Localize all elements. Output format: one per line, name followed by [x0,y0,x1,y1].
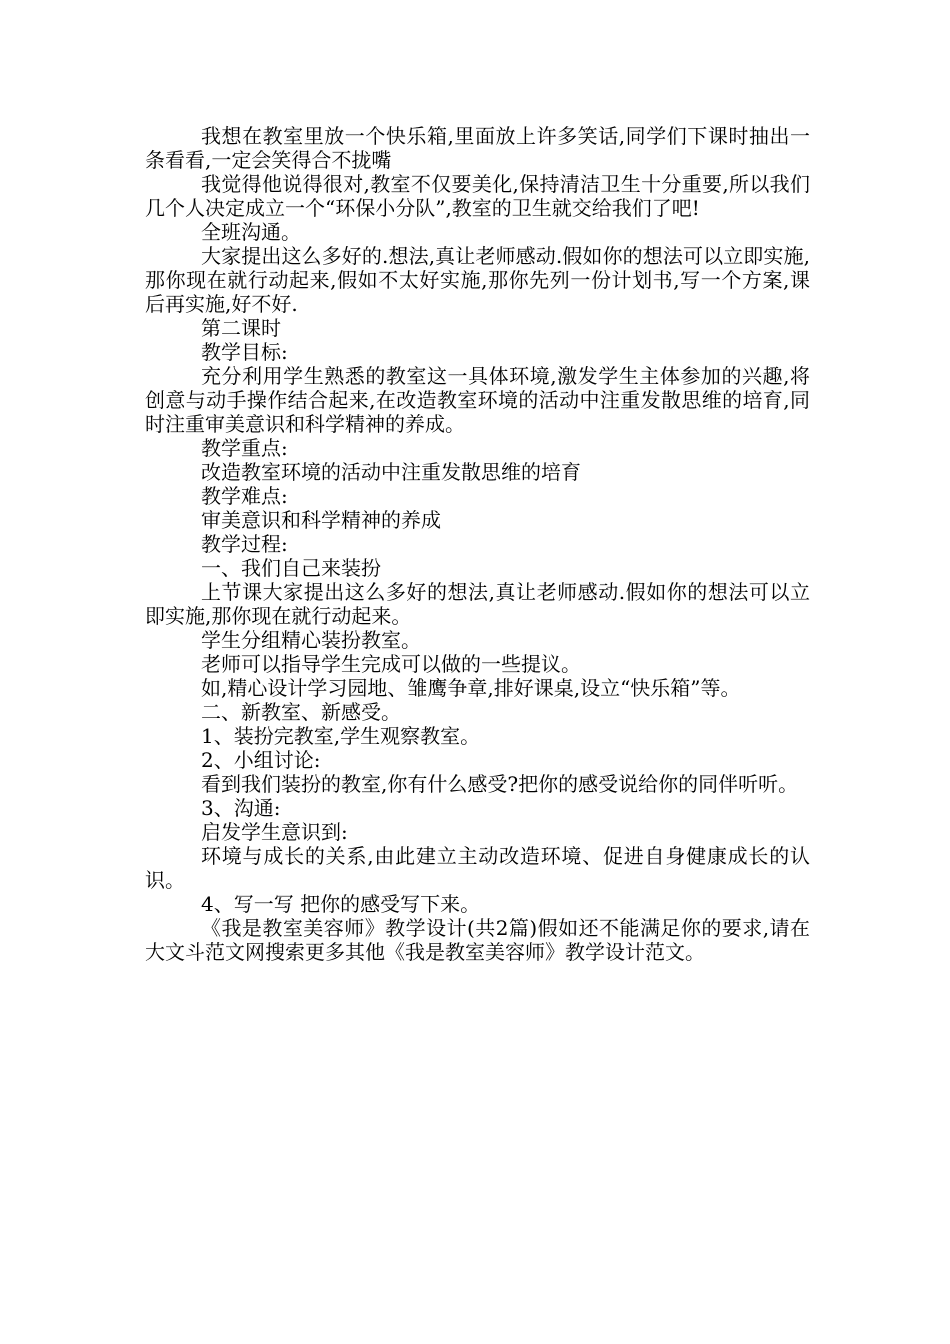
paragraph: 看到我们装扮的教室,你有什么感受?把你的感受说给你的同伴听听。 [201,772,799,796]
subheading: 教学难点: [201,484,288,508]
paragraph: 全班沟通。 [201,220,301,244]
paragraph: 老师可以指导学生完成可以做的一些提议。 [201,652,581,676]
document-body [145,124,810,964]
paragraph: 改造教室环境的活动中注重发散思维的培育 [201,460,581,484]
paragraph: 3、沟通: [201,796,281,820]
paragraph: 2、小组讨论: [201,748,321,772]
paragraph: 如,精心设计学习园地、雏鹰争章,排好课桌,设立“快乐箱”等。 [201,676,741,700]
paragraph: 我觉得他说得很对,教室不仅要美化,保持清洁卫生十分重要,所以我们几个人决定成立一个“环保小分队”,教室的卫生就交给我们了吧! [145,172,810,220]
paragraph: 启发学生意识到: [201,820,348,844]
paragraph: 二、新教室、新感受。 [201,700,401,724]
paragraph: 上节课大家提出这么多好的想法,真让老师感动.假如你的想法可以立即实施,那你现在就行动起来。 [145,580,810,628]
paragraph: 充分利用学生熟悉的教室这一具体环境,激发学生主体参加的兴趣,将创意与动手操作结合起来,在改造教室环境的活动中注重发散思维的培育,同时注重审美意识和科学精神的养成。 [145,364,810,436]
paragraph: 我想在教室里放一个快乐箱,里面放上许多笑话,同学们下课时抽出一条看看,一定会笑得合不拢嘴 [145,124,810,172]
subheading: 教学重点: [201,436,288,460]
paragraph: 4、写一写 把你的感受写下来。 [201,892,481,916]
paragraph: 审美意识和科学精神的养成 [201,508,441,532]
subheading: 教学过程: [201,532,288,556]
paragraph: 学生分组精心装扮教室。 [201,628,421,652]
paragraph: 大家提出这么多好的.想法,真让老师感动.假如你的想法可以立即实施,那你现在就行动起来,假如不太好实施,那你先列一份计划书,写一个方案,课后再实施,好不好. [145,244,810,316]
section-heading: 第二课时 [201,316,281,340]
paragraph: 1、装扮完教室,学生观察教室。 [201,724,481,748]
paragraph: 《我是教室美容师》教学设计(共2篇)假如还不能满足你的要求,请在大文斗范文网搜索更多其他《我是教室美容师》教学设计范文。 [145,916,810,964]
paragraph: 一、我们自己来装扮 [201,556,381,580]
paragraph: 环境与成长的关系,由此建立主动改造环境、促进自身健康成长的认识。 [145,844,810,892]
subheading: 教学目标: [201,340,288,364]
